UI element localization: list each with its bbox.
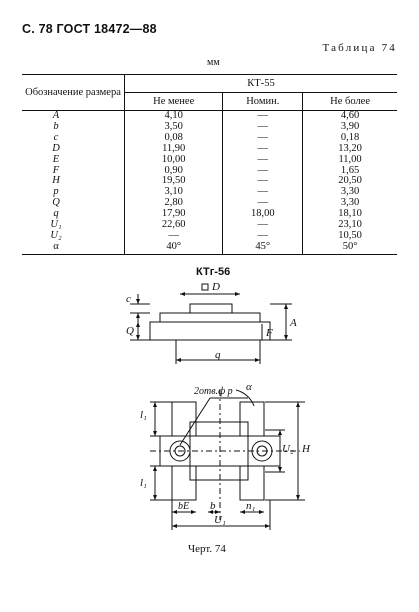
square-symbol [202, 284, 208, 290]
col-header-group: КТ-55 [125, 75, 398, 93]
label-F: F [266, 327, 273, 339]
cell-max: 3,90 [303, 122, 397, 133]
cell-nom: — [223, 166, 303, 177]
drawing-caption: Черт. 74 [188, 543, 226, 555]
cell-name: U₁ [50, 219, 62, 231]
drawing-title: КТг-56 [196, 266, 231, 278]
cell-name: p [53, 186, 59, 198]
cell-name: H [52, 175, 60, 187]
cell-nom: — [223, 111, 303, 122]
col-header-nom: Номин. [223, 93, 303, 111]
cell-max: 4,60 [303, 111, 397, 122]
cell-name: c [53, 131, 59, 143]
cell-nom: — [223, 187, 303, 198]
cell-min: 0,08 [125, 133, 223, 144]
side-view-flange [160, 313, 260, 322]
label-l1: l₁ [140, 409, 147, 421]
label-U2: U₂ [282, 443, 294, 455]
unit-label: мм [207, 57, 220, 68]
cell-name: Q [52, 197, 60, 209]
cell-min: 40° [125, 242, 223, 254]
cell-min: 19,50 [125, 176, 223, 187]
cell-name: α [22, 242, 125, 254]
cell-min: — [125, 231, 223, 242]
top-view-lead-tl [172, 402, 196, 436]
label-alpha: α [246, 381, 252, 393]
cell-max: 20,50 [303, 176, 397, 187]
cell-max: 1,65 [303, 166, 397, 177]
cell-min: 4,10 [125, 111, 223, 122]
label-D: D [212, 281, 220, 293]
top-view-lead-br [240, 466, 264, 500]
cell-nom: — [223, 155, 303, 166]
cell-nom: — [223, 231, 303, 242]
cell-nom: — [223, 198, 303, 209]
cell-max: 11,00 [303, 155, 397, 166]
dimension-table [22, 74, 397, 255]
cell-max: 0,18 [303, 133, 397, 144]
cell-min: 2,80 [125, 198, 223, 209]
top-view-lead-tr [240, 402, 264, 436]
top-view [150, 390, 305, 530]
cell-max: 50° [303, 242, 397, 254]
cell-nom: 45° [223, 242, 303, 254]
table-row [22, 231, 397, 242]
cell-min: 3,50 [125, 122, 223, 133]
cell-nom: — [223, 133, 303, 144]
cell-nom: — [223, 122, 303, 133]
cell-name: q [53, 208, 59, 220]
label-b: b [210, 500, 216, 512]
cell-min: 17,90 [125, 209, 223, 220]
cell-nom: — [223, 144, 303, 155]
cell-name: E [52, 153, 60, 165]
cell-name: U₂ [50, 229, 62, 241]
side-view-base [150, 322, 270, 340]
col-header-max: Не более [303, 93, 397, 111]
cell-name: F [52, 164, 60, 176]
col-header-name: Обозначение размера [22, 75, 125, 111]
cell-max: 13,20 [303, 144, 397, 155]
cell-max: 3,30 [303, 198, 397, 209]
label-q: q [215, 349, 221, 361]
label-A: A [290, 317, 297, 329]
cell-nom: — [223, 220, 303, 231]
side-view-cap [190, 304, 232, 313]
cell-max: 18,10 [303, 209, 397, 220]
cell-nom: 18,00 [223, 209, 303, 220]
cell-name: A [52, 110, 60, 121]
cell-max: 3,30 [303, 187, 397, 198]
page-header: С. 78 ГОСТ 18472—88 [22, 22, 157, 36]
cell-name: D [52, 142, 60, 154]
label-bE: bE [178, 501, 190, 512]
label-holes: 2отв.ф p [194, 386, 233, 397]
cell-name: b [53, 120, 59, 132]
cell-max: 10,50 [303, 231, 397, 242]
table-row [22, 144, 397, 155]
cell-nom: — [223, 176, 303, 187]
cell-min: 0,90 [125, 166, 223, 177]
label-c: c [126, 293, 131, 305]
label-U1: U₁ [214, 514, 226, 526]
technical-drawing [0, 280, 419, 542]
label-l1-bottom: l₁ [140, 477, 147, 489]
label-n1: n₁ [246, 500, 256, 512]
cell-max: 23,10 [303, 220, 397, 231]
table-row [22, 155, 397, 166]
cell-min: 3,10 [125, 187, 223, 198]
col-header-min: Не менее [125, 93, 223, 111]
table-label: Таблица 74 [322, 42, 397, 54]
label-Q: Q [126, 325, 134, 337]
table-row [22, 242, 397, 254]
cell-min: 10,00 [125, 155, 223, 166]
cell-min: 22,60 [125, 220, 223, 231]
label-H: H [302, 443, 310, 455]
top-view-lead-bl [172, 466, 196, 500]
cell-min: 11,90 [125, 144, 223, 155]
side-view [130, 284, 292, 364]
